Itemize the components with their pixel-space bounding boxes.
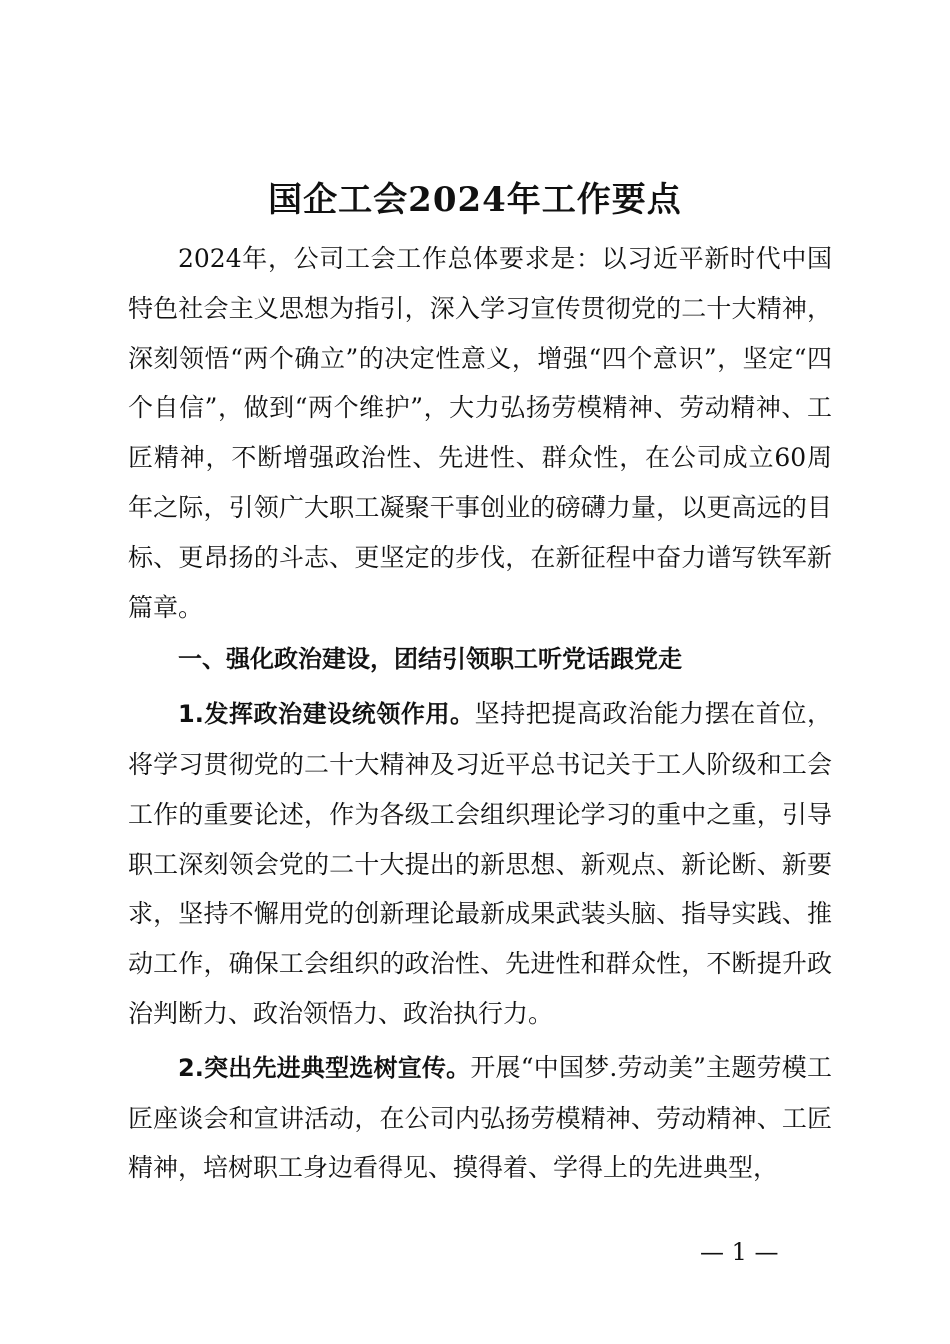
item-paragraph-1 (128, 689, 832, 1039)
document-body (128, 234, 832, 1193)
intro-paragraph: 2024年，公司工会工作总体要求是：以习近平新时代中国特色社会主义思想为指引，深入学习宣传贯彻党的二十大精神，深刻领悟“两个确立”的决定性意义，增强“四个意识”，坚定“四个自信”，做到“两个维护”，大力弘扬劳模精神、劳动精神、工匠精神，不断增强政治性、先进性、群众性，在公司成立60周年之际，引领广大职工凝聚干事创业的磅礴力量，以更高远的目标、更昂扬的斗志、更坚定的步伐，在新征程中奋力谱写铁军新篇章。 (128, 244, 832, 622)
item-1-text: 坚持把提高政治能力摆在首位，将学习贯彻党的二十大精神及习近平总书记关于工人阶级和工会工作的重要论述，作为各级工会组织理论学习的重中之重，引导职工深刻领会党的二十大提出的新思想、新观点、新论断、新要求，坚持不懈用党的创新理论最新成果武装头脑、指导实践、推动工作，确保工会组织的政治性、先进性和群众性，不断提升政治判断力、政治领悟力、政治执行力。 (128, 699, 832, 1028)
item-1-lead: 1.发挥政治建设统领作用。 (178, 700, 475, 729)
document-title: 国企工会2024年工作要点 (268, 180, 682, 220)
page-number: — 1 — (700, 1238, 779, 1266)
item-2-lead: 2.突出先进典型选树宣传。 (178, 1053, 471, 1082)
section-heading-1: 一、强化政治建设，团结引领职工听党话跟党走 (178, 645, 682, 674)
item-2-text: 开展“中国梦.劳动美”主题劳模工匠座谈会和宣讲活动，在公司内弘扬劳模精神、劳动精神、工匠精神，培树职工身边看得见、摸得着、学得上的先进典型， (128, 1052, 832, 1183)
item-paragraph-2 (128, 1043, 832, 1193)
